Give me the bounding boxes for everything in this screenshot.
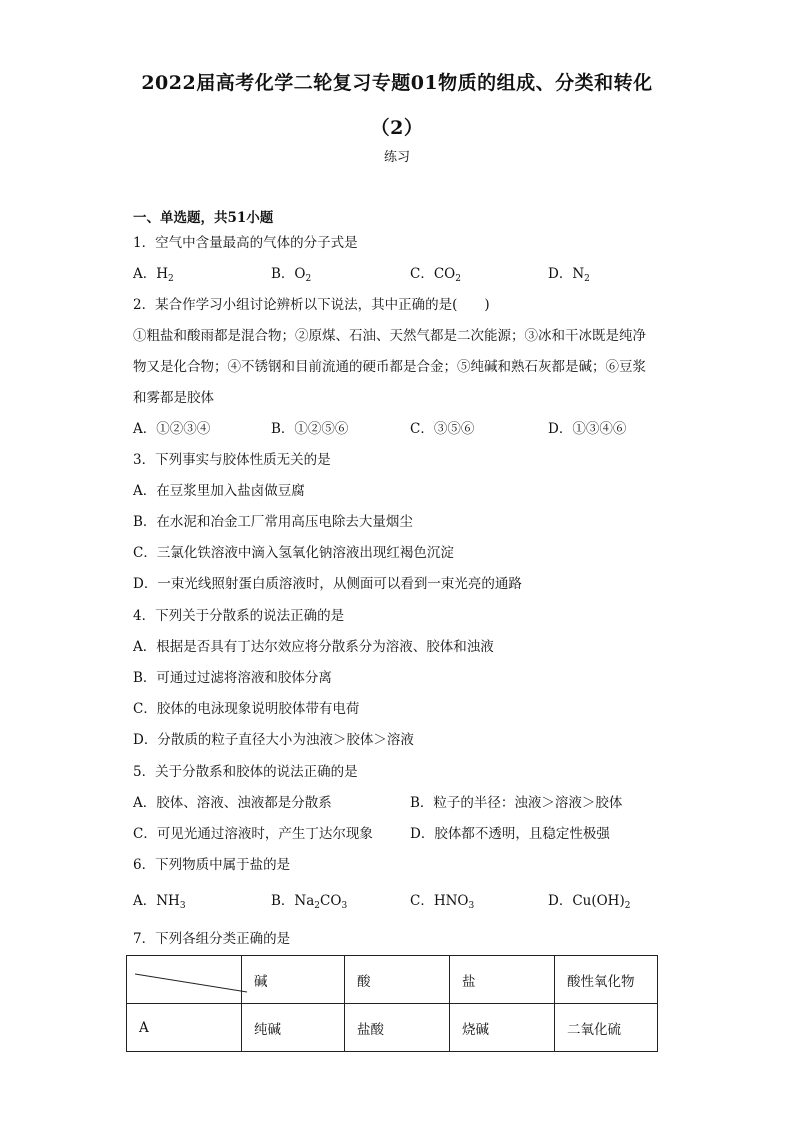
table-diagonal-header-cell xyxy=(127,956,242,1004)
question-3-option-b: B．在水泥和冶金工厂常用高压电除去大量烟尘 xyxy=(133,514,413,530)
question-5-option-a: A．胶体、溶液、浊液都是分散系 xyxy=(133,795,332,811)
question-4-option-c: C．胶体的电泳现象说明胶体带有电荷 xyxy=(133,701,360,717)
question-1-option-a: A．$H_2$ xyxy=(133,266,174,284)
table-cell: 烧碱 xyxy=(450,1004,555,1052)
question-3-option-a: A．在豆浆里加入盐卤做豆腐 xyxy=(133,483,305,499)
table-header-cell: 酸 xyxy=(345,956,450,1004)
table-header-cell: 碱 xyxy=(242,956,345,1004)
question-7-stem: 7．下列各组分类正确的是 xyxy=(133,931,291,947)
question-3-stem: 3．下列事实与胶体性质无关的是 xyxy=(133,452,331,468)
question-5-option-d: D．胶体都不透明，且稳定性极强 xyxy=(410,826,610,842)
question-1-option-d: D．$N_2$ xyxy=(548,266,590,284)
question-6-option-a: A．$NH_3$ xyxy=(133,893,186,911)
question-1-option-b: B．$O_2$ xyxy=(271,266,312,284)
question-6-stem: 6．下列物质中属于盐的是 xyxy=(133,857,291,873)
table-cell: 纯碱 xyxy=(242,1004,345,1052)
section-heading: 一、单选题，共51小题 xyxy=(133,210,274,226)
question-5-option-c: C．可见光通过溶液时，产生丁达尔现象 xyxy=(133,826,373,842)
table-header-cell: 盐 xyxy=(450,956,555,1004)
question-3-option-d: D．一束光线照射蛋白质溶液时，从侧面可以看到一束光亮的通路 xyxy=(133,576,522,592)
classification-table xyxy=(126,955,658,1052)
document-title: 2022届高考化学二轮复习专题01物质的组成、分类和转化 xyxy=(141,72,653,94)
question-4-option-b: B．可通过过滤将溶液和胶体分离 xyxy=(133,670,332,686)
question-6-option-b: B．$Na_2CO_3$ xyxy=(271,893,348,911)
table-row xyxy=(127,1004,658,1052)
question-3-option-c: C．三氯化铁溶液中滴入氢氧化钠溶液出现红褐色沉淀 xyxy=(133,545,454,561)
table-cell: 二氧化硫 xyxy=(555,1004,658,1052)
question-1-stem: 1．空气中含量最高的气体的分子式是 xyxy=(133,235,358,251)
question-5-stem: 5．关于分散系和胶体的说法正确的是 xyxy=(133,764,358,780)
question-4-option-d: D．分散质的粒子直径大小为浊液＞胶体＞溶液 xyxy=(133,732,414,748)
diagonal-line xyxy=(127,956,254,1004)
document-subtitle: 练习 xyxy=(383,150,410,165)
document-title-part-number: （2） xyxy=(370,117,424,139)
question-2-option-b: B．①②⑤⑥ xyxy=(271,421,349,437)
question-6-option-c: C．$HNO_3$ xyxy=(410,893,475,911)
question-2-option-c: C．③⑤⑥ xyxy=(410,421,475,437)
table-header-cell: 酸性氧化物 xyxy=(555,956,658,1004)
question-6-option-d: D．$Cu(OH)_2$ xyxy=(548,893,631,911)
question-2-body-line: ①粗盐和酸雨都是混合物；②原煤、石油、天然气都是二次能源；③冰和干冰既是纯净 xyxy=(133,328,646,344)
table-cell: 盐酸 xyxy=(345,1004,450,1052)
question-2-option-d: D．①③④⑥ xyxy=(548,421,627,437)
question-2-stem: 2．某合作学习小组讨论辨析以下说法，其中正确的是( ) xyxy=(133,297,490,313)
question-4-option-a: A．根据是否具有丁达尔效应将分散系分为溶液、胶体和浊液 xyxy=(133,639,494,655)
question-5-option-b: B．粒子的半径：浊液＞溶液＞胶体 xyxy=(410,795,623,811)
question-2-option-a: A．①②③④ xyxy=(133,421,211,437)
table-header-row xyxy=(127,956,658,1004)
question-1-option-c: C．$CO_2$ xyxy=(410,266,461,284)
question-2-body-line: 物又是化合物；④不锈钢和目前流通的硬币都是合金；⑤纯碱和熟石灰都是碱；⑥豆浆 xyxy=(133,359,646,375)
question-2-body-line: 和雾都是胶体 xyxy=(133,390,214,406)
question-4-stem: 4．下列关于分散系的说法正确的是 xyxy=(133,608,345,624)
table-row-label: A xyxy=(127,1004,242,1052)
